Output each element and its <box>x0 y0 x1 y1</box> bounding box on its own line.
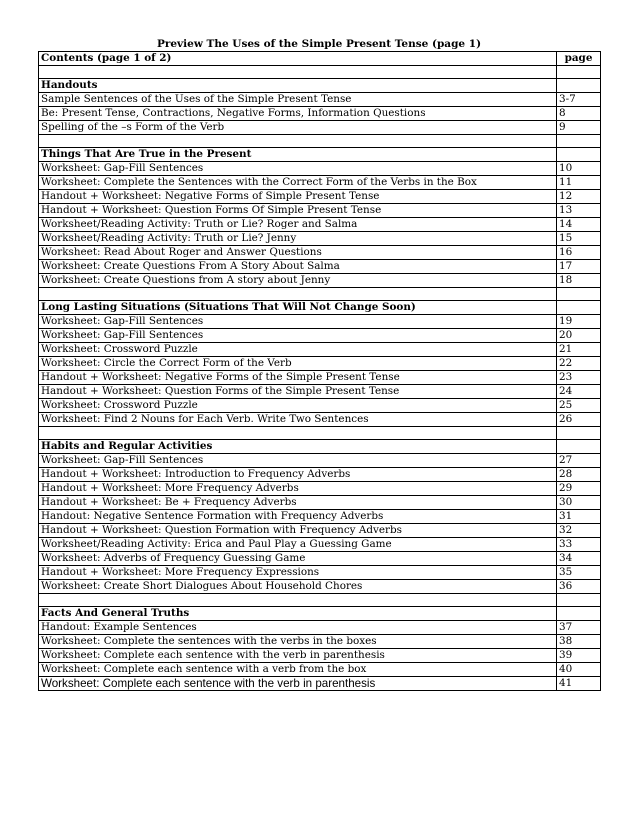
table-row <box>39 371 601 385</box>
spacer-cell <box>39 66 557 79</box>
table-row <box>39 677 601 691</box>
table-row <box>39 218 601 232</box>
table-row <box>39 496 601 510</box>
table-row <box>39 399 601 413</box>
entry-page-number: 41 <box>557 677 601 691</box>
entry-page-number: 39 <box>557 649 601 663</box>
entry-title: Worksheet: Gap-Fill Sentences <box>39 315 557 329</box>
entry-page-number: 17 <box>557 260 601 274</box>
spacer-cell <box>39 288 557 301</box>
contents-table-body <box>39 52 601 691</box>
entry-title: Spelling of the –s Form of the Verb <box>39 121 557 135</box>
spacer-row <box>39 594 601 607</box>
spacer-cell <box>557 594 601 607</box>
entry-page-number: 16 <box>557 246 601 260</box>
spacer-row <box>39 427 601 440</box>
table-row <box>39 649 601 663</box>
table-row <box>39 343 601 357</box>
table-row <box>39 510 601 524</box>
section-page-cell <box>557 607 601 621</box>
spacer-cell <box>557 427 601 440</box>
table-row <box>39 454 601 468</box>
entry-page-number: 13 <box>557 204 601 218</box>
entry-title: Handout + Worksheet: Question Forms of the Simple Present Tense <box>39 385 557 399</box>
section-heading-row <box>39 607 601 621</box>
section-page-cell <box>557 148 601 162</box>
entry-title: Handout + Worksheet: Negative Forms of the Simple Present Tense <box>39 371 557 385</box>
section-heading: Handouts <box>39 79 557 93</box>
entry-page-number: 27 <box>557 454 601 468</box>
table-row <box>39 566 601 580</box>
entry-page-number: 19 <box>557 315 601 329</box>
table-row <box>39 190 601 204</box>
entry-title: Worksheet: Complete the Sentences with the Correct Form of the Verbs in the Box <box>39 176 557 190</box>
spacer-cell <box>39 135 557 148</box>
entry-title: Worksheet: Gap-Fill Sentences <box>39 162 557 176</box>
table-row <box>39 385 601 399</box>
entry-title: Worksheet: Complete each sentence with the verb in parenthesis <box>39 649 557 663</box>
entry-title: Worksheet: Find 2 Nouns for Each Verb. Write Two Sentences <box>39 413 557 427</box>
table-row <box>39 621 601 635</box>
entry-page-number: 38 <box>557 635 601 649</box>
entry-page-number: 8 <box>557 107 601 121</box>
entry-page-number: 40 <box>557 663 601 677</box>
section-heading-row <box>39 79 601 93</box>
entry-title: Worksheet: Gap-Fill Sentences <box>39 454 557 468</box>
entry-title: Worksheet/Reading Activity: Truth or Lie? Jenny <box>39 232 557 246</box>
table-row <box>39 552 601 566</box>
section-page-cell <box>557 79 601 93</box>
entry-page-number: 12 <box>557 190 601 204</box>
contents-header: Contents (page 1 of 2) <box>39 52 557 66</box>
entry-title: Worksheet: Create Questions From A Story About Salma <box>39 260 557 274</box>
spacer-row <box>39 135 601 148</box>
entry-page-number: 33 <box>557 538 601 552</box>
table-row <box>39 663 601 677</box>
table-row <box>39 329 601 343</box>
entry-title: Handout + Worksheet: Negative Forms of Simple Present Tense <box>39 190 557 204</box>
entry-title: Worksheet: Adverbs of Frequency Guessing Game <box>39 552 557 566</box>
entry-page-number: 35 <box>557 566 601 580</box>
contents-table <box>38 51 601 691</box>
entry-title: Be: Present Tense, Contractions, Negative Forms, Information Questions <box>39 107 557 121</box>
table-row <box>39 524 601 538</box>
entry-page-number: 29 <box>557 482 601 496</box>
section-heading: Habits and Regular Activities <box>39 440 557 454</box>
entry-page-number: 32 <box>557 524 601 538</box>
entry-title: Handout + Worksheet: Question Formation with Frequency Adverbs <box>39 524 557 538</box>
entry-page-number: 9 <box>557 121 601 135</box>
table-row <box>39 580 601 594</box>
section-page-cell <box>557 440 601 454</box>
entry-page-number: 14 <box>557 218 601 232</box>
entry-page-number: 11 <box>557 176 601 190</box>
entry-page-number: 22 <box>557 357 601 371</box>
entry-page-number: 18 <box>557 274 601 288</box>
spacer-row <box>39 66 601 79</box>
entry-title: Worksheet: Crossword Puzzle <box>39 343 557 357</box>
entry-page-number: 21 <box>557 343 601 357</box>
entry-title: Worksheet: Create Questions from A story about Jenny <box>39 274 557 288</box>
entry-title: Handout + Worksheet: More Frequency Expressions <box>39 566 557 580</box>
table-row <box>39 357 601 371</box>
table-row <box>39 482 601 496</box>
table-row <box>39 176 601 190</box>
table-row <box>39 413 601 427</box>
entry-page-number: 31 <box>557 510 601 524</box>
entry-title: Handout + Worksheet: More Frequency Adverbs <box>39 482 557 496</box>
table-row <box>39 121 601 135</box>
table-header-row <box>39 52 601 66</box>
table-row <box>39 468 601 482</box>
entry-page-number: 20 <box>557 329 601 343</box>
entry-title: Worksheet: Read About Roger and Answer Questions <box>39 246 557 260</box>
table-row <box>39 93 601 107</box>
entry-title: Worksheet: Gap-Fill Sentences <box>39 329 557 343</box>
section-heading: Long Lasting Situations (Situations That Will Not Change Soon) <box>39 301 557 315</box>
page-title: Preview The Uses of the Simple Present Tense (page 1) <box>156 38 482 50</box>
spacer-cell <box>557 66 601 79</box>
entry-title: Worksheet: Complete each sentence with a verb from the box <box>39 663 557 677</box>
page-column-header: page <box>557 52 601 66</box>
table-row <box>39 315 601 329</box>
entry-page-number: 10 <box>557 162 601 176</box>
entry-page-number: 26 <box>557 413 601 427</box>
entry-title: Worksheet: Circle the Correct Form of the Verb <box>39 357 557 371</box>
spacer-row <box>39 288 601 301</box>
entry-page-number: 24 <box>557 385 601 399</box>
section-heading-row <box>39 440 601 454</box>
entry-page-number: 30 <box>557 496 601 510</box>
entry-title: Worksheet: Complete each sentence with the verb in parenthesis <box>39 677 557 691</box>
entry-title: Worksheet/Reading Activity: Truth or Lie? Roger and Salma <box>39 218 557 232</box>
spacer-cell <box>557 288 601 301</box>
table-row <box>39 635 601 649</box>
table-row <box>39 274 601 288</box>
table-row <box>39 232 601 246</box>
entry-page-number: 37 <box>557 621 601 635</box>
entry-title: Handout + Worksheet: Question Forms Of Simple Present Tense <box>39 204 557 218</box>
spacer-cell <box>39 594 557 607</box>
table-row <box>39 204 601 218</box>
table-row <box>39 107 601 121</box>
section-heading: Facts And General Truths <box>39 607 557 621</box>
spacer-cell <box>39 427 557 440</box>
entry-title: Worksheet: Complete the sentences with the verbs in the boxes <box>39 635 557 649</box>
entry-title: Worksheet: Create Short Dialogues About Household Chores <box>39 580 557 594</box>
entry-title: Worksheet/Reading Activity: Erica and Paul Play a Guessing Game <box>39 538 557 552</box>
entry-page-number: 34 <box>557 552 601 566</box>
spacer-cell <box>557 135 601 148</box>
table-row <box>39 162 601 176</box>
entry-page-number: 28 <box>557 468 601 482</box>
entry-title: Handout: Example Sentences <box>39 621 557 635</box>
entry-title: Handout + Worksheet: Introduction to Frequency Adverbs <box>39 468 557 482</box>
entry-page-number: 25 <box>557 399 601 413</box>
section-heading-row <box>39 148 601 162</box>
entry-title: Handout + Worksheet: Be + Frequency Adverbs <box>39 496 557 510</box>
table-row <box>39 246 601 260</box>
table-row <box>39 538 601 552</box>
table-row <box>39 260 601 274</box>
entry-page-number: 3-7 <box>557 93 601 107</box>
section-page-cell <box>557 301 601 315</box>
entry-title: Handout: Negative Sentence Formation with Frequency Adverbs <box>39 510 557 524</box>
entry-page-number: 36 <box>557 580 601 594</box>
section-heading: Things That Are True in the Present <box>39 148 557 162</box>
entry-page-number: 15 <box>557 232 601 246</box>
entry-page-number: 23 <box>557 371 601 385</box>
entry-title: Sample Sentences of the Uses of the Simple Present Tense <box>39 93 557 107</box>
section-heading-row <box>39 301 601 315</box>
entry-title: Worksheet: Crossword Puzzle <box>39 399 557 413</box>
